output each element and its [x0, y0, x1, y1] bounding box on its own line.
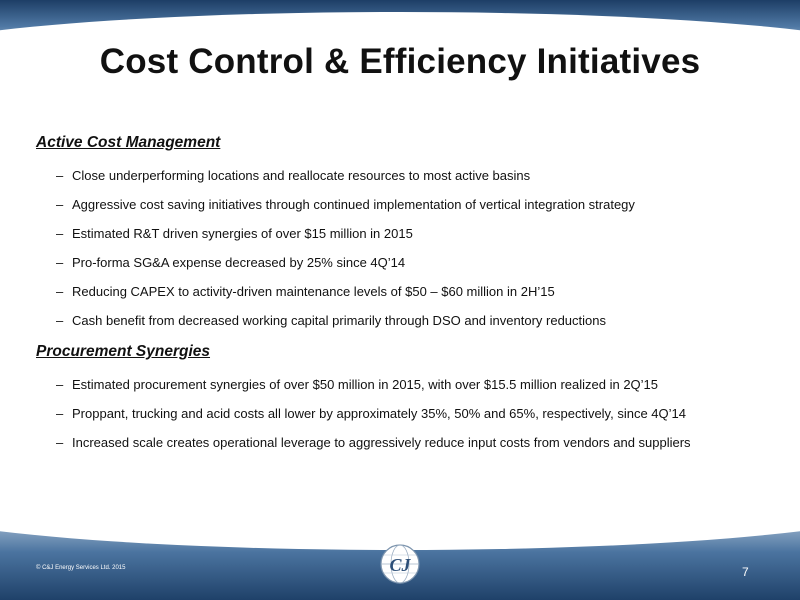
bullet-item — [36, 284, 776, 300]
bullet-dash: – — [56, 435, 64, 450]
bullet-item — [36, 197, 776, 213]
bullet-text: Increased scale creates operational leverage to aggressively reduce input costs from vendors and suppliers — [72, 435, 691, 450]
bullet-item — [36, 406, 776, 422]
slide-title: Cost Control & Efficiency Initiatives — [99, 42, 701, 81]
copyright-text: © C&J Energy Services Ltd. 2015 — [36, 565, 126, 571]
bullet-item — [36, 377, 776, 393]
bullet-text: Cash benefit from decreased working capital primarily through DSO and inventory reductions — [72, 313, 606, 328]
bullet-dash: – — [56, 284, 64, 299]
section-heading-procurement-synergies: Procurement Synergies — [36, 343, 211, 360]
bullet-list-active-cost-management — [36, 168, 776, 329]
bullet-dash: – — [56, 406, 64, 421]
bullet-item — [36, 226, 776, 242]
bullet-text: Estimated procurement synergies of over $50 million in 2015, with over $15.5 million realized in 2Q’15 — [72, 377, 659, 392]
bullet-item — [36, 255, 776, 271]
bullet-text: Reducing CAPEX to activity-driven maintenance levels of $50 – $60 million in 2H’15 — [72, 284, 555, 299]
slide-content — [36, 134, 776, 451]
bullet-text: Aggressive cost saving initiatives through continued implementation of vertical integration strategy — [72, 197, 635, 212]
bullet-dash: – — [56, 197, 64, 212]
logo-monogram: CJ — [389, 555, 411, 575]
section-heading-active-cost-management: Active Cost Management — [36, 134, 221, 151]
bullet-item — [36, 435, 776, 451]
bullet-dash: – — [56, 255, 64, 270]
bullet-item — [36, 168, 776, 184]
bullet-dash: – — [56, 168, 64, 183]
page-number: 7 — [742, 565, 749, 579]
bullet-list-procurement-synergies — [36, 377, 776, 451]
bullet-text: Close underperforming locations and reallocate resources to most active basins — [72, 168, 531, 183]
company-logo — [378, 542, 422, 586]
bullet-item — [36, 313, 776, 329]
bullet-text: Estimated R&T driven synergies of over $15 million in 2015 — [72, 226, 413, 241]
bullet-dash: – — [56, 226, 64, 241]
bullet-text: Proppant, trucking and acid costs all lower by approximately 35%, 50% and 65%, respectively, since 4Q’14 — [72, 406, 686, 421]
bullet-dash: – — [56, 313, 64, 328]
bullet-dash: – — [56, 377, 64, 392]
bullet-text: Pro-forma SG&A expense decreased by 25% since 4Q’14 — [72, 255, 406, 270]
